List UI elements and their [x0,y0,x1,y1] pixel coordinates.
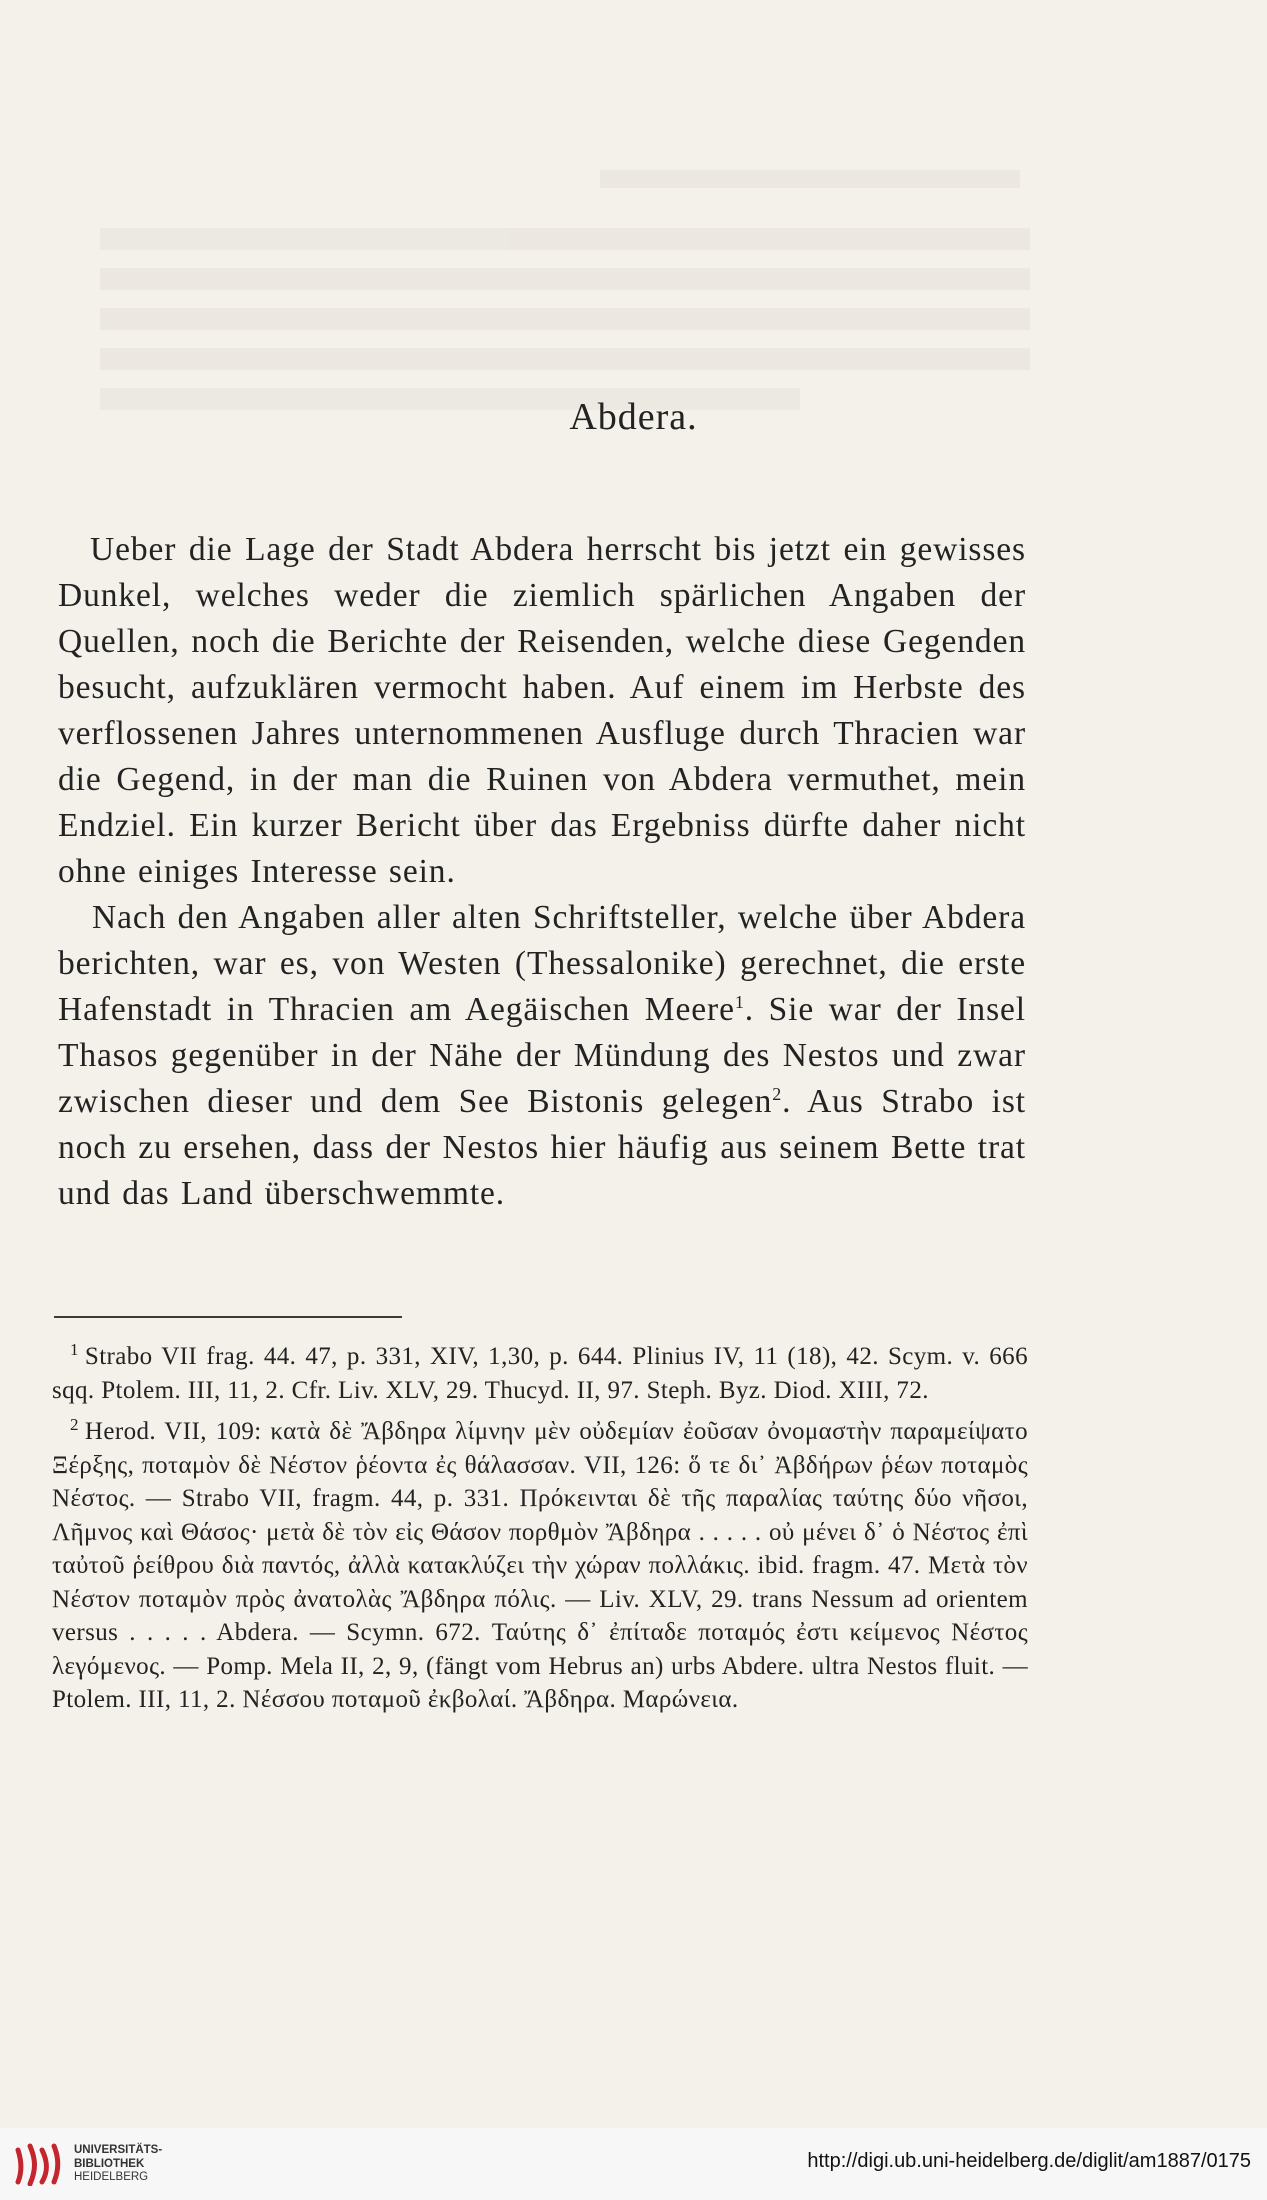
footnote-ref-2[interactable]: 2 [772,1083,783,1104]
footnote-2-text: Herod. VII, 109: κατὰ δὲ Ἄβδηρα λίμνην μὲν οὐδεμίαν ἐοῦσαν ὀνομαστὴν παραμείψατο Ξέρξης, ποταμὸν δὲ Νέστον ῥέοντα ἐς θάλασσαν. VII, 126: ὅ τε δι᾽ Ἀβδήρων ῥέων ποταμὸς Νέστος. — Strabo VII, fragm. 44, p. 331. Πρόκεινται δὲ τῆς παραλίας ταύτης δύο νῆσοι, Λῆμνος καὶ Θάσος· μετὰ δὲ τὸν εἰς Θάσον πορθμὸν Ἄβδηρα . . . . . οὐ μένει δ᾽ ὁ Νέστος ἐπὶ ταὐτοῦ ῥείθρου διὰ παντός, ἀλλὰ κατακλύζει τὴν χώραν πολλάκις. ibid. fragm. 47. Μετὰ τὸν Νέστον ποταμὸν πρὸς ἀνατολὰς Ἄβδηρα πόλις. — Liv. XLV, 29. trans Nessum ad orientem versus . . . . . Abdera. — Scymn. 672. Ταύτης δ᾽ ἐπίταδε ποταμός ἐστι κείμενος Νέστος λεγόμενος. — Pomp. Mela II, 2, 9, (fängt vom Hebrus an) urbs Abdere. ultra Nestos fluit. — Ptolem. III, 11, 2. Νέσσου ποταμοῦ ἐκβολαί. Ἄβδηρα. Μαρώνεια. [52,1418,1028,1713]
footnote-1-text: Strabo VII frag. 44. 47, p. 331, XIV, 1,30, p. 644. Plinius IV, 11 (18), 42. Scym. v. 666 sqq. Ptolem. III, 11, 2. Cfr. Liv. XLV, 29. Thucyd. II, 97. Steph. Byz. Diod. XIII, 72. [52,1343,1028,1404]
library-line-2: BIBLIOTHEK [74,2157,145,2170]
library-line-1: UNIVERSITÄTS- [74,2144,163,2156]
library-name [74,2144,162,2185]
page-title: Abdera. [569,396,698,438]
footnote-1 [52,1340,1028,1407]
footnote-2-mark: 2 [70,1414,79,1434]
paragraph-2-part-3: . Aus Strabo ist noch zu ersehen, dass der Nestos hier häufig aus seinem Bette trat und das Land überschwemmte. [58,1083,1026,1212]
paragraph-2 [58,895,1026,1217]
footnote-2 [52,1415,1028,1717]
paragraph-2-part-1: Nach den Angaben aller alten Schriftsteller, welche über Abdera berichten, war es, von Westen (Thessalonike) gerechnet, die erste Hafenstadt in Thracien am Aegäischen Meere [58,899,1026,1028]
footer-bar [0,2128,1267,2200]
footnote-ref-1[interactable]: 1 [734,991,745,1012]
paragraph-1: Ueber die Lage der Stadt Abdera herrscht bis jetzt ein gewisses Dunkel, welches weder die ziemlich spärlichen Angaben der Quellen, noch die Berichte der Reisenden, welche diese Gegenden besucht, aufzuklären vermocht haben. Auf einem im Herbste des verflossenen Jahres unternommenen Ausfluge durch Thracien war die Gegend, in der man die Ruinen von Abdera vermuthet, mein Endziel. Ein kurzer Bericht über das Ergebniss dürfte daher nicht ohne einiges Interesse sein. [58,531,1026,890]
paragraph-2-part-2: . Sie war der Insel Thasos gegenüber in der Nähe der Mündung des Nestos und zwar zwischen dieser und dem See Bistonis gelegen [58,991,1026,1120]
library-logo-icon[interactable] [12,2142,64,2186]
footnote-1-mark: 1 [70,1339,79,1359]
footnotes [52,1340,1028,1717]
main-text [58,527,1026,1217]
source-url-link[interactable]: http://digi.ub.uni-heidelberg.de/diglit/am1887/0175 [807,2150,1251,2172]
footnote-divider [54,1316,402,1318]
library-line-3: HEIDELBERG [74,2171,149,2183]
